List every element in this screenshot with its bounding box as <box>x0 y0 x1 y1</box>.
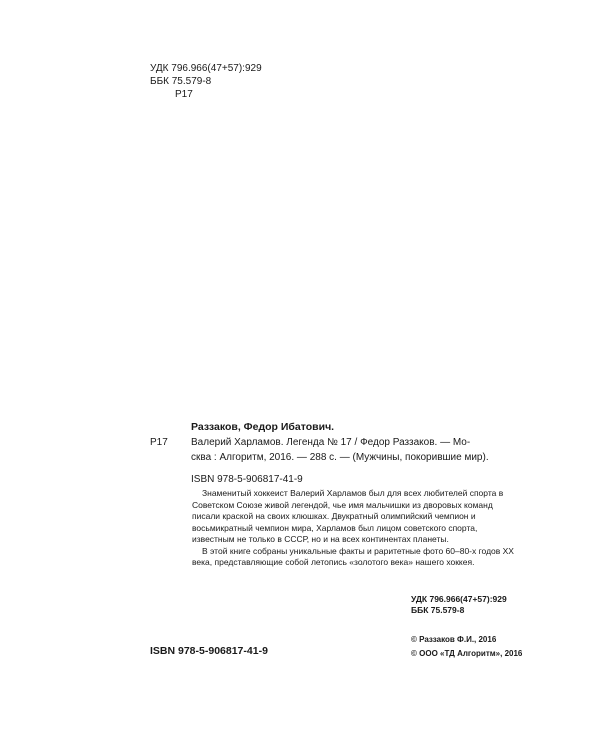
title-line: сква : Алгоритм, 2016. — 288 с. — (Мужчины, покорившие мир). <box>191 452 489 463</box>
copyright-publisher: © ООО «ТД Алгоритм», 2016 <box>411 649 523 658</box>
author-mark: Р17 <box>175 89 193 100</box>
title-description <box>191 435 520 465</box>
annotation-paragraph: В этой книге собраны уникальные факты и раритетные фото 60–80-х годов XX века, представляющие собой летопись «золотого века» нашего хоккея. <box>192 545 514 567</box>
copyright-block <box>411 633 522 661</box>
bbk-code: ББК 75.579-8 <box>150 76 212 87</box>
title-line: Валерий Харламов. Легенда № 17 / Федор Раззаков. — Мо- <box>191 437 471 448</box>
annotation <box>192 488 519 569</box>
author-name: Раззаков, Федор Ибатович. <box>191 421 335 433</box>
copyright-author: © Раззаков Ф.И., 2016 <box>411 635 497 644</box>
bbk-code-bottom: ББК 75.579-8 <box>411 605 465 615</box>
udk-code-bottom: УДК 796.966(47+57):929 <box>411 594 507 604</box>
isbn-bottom: ISBN 978-5-906817-41-9 <box>150 645 268 657</box>
annotation-paragraph: Знаменитый хоккеист Валерий Харламов был для всех любителей спорта в Советском Союзе живой легендой, чье имя мальчишки из дворовых команд писали краской на своих клюшках. Двукратный олимпийский чемпион и восьмикратный чемпион мира, Харламов был лицом советского спорта, известным не только в СССР, но и на всех континентах планеты. <box>192 488 504 544</box>
udk-code: УДК 796.966(47+57):929 <box>150 63 262 74</box>
bottom-classification-codes <box>411 594 507 616</box>
isbn-record: ISBN 978-5-906817-41-9 <box>191 474 303 485</box>
top-classification-codes <box>150 62 262 101</box>
author-mark-left: Р17 <box>150 437 168 448</box>
